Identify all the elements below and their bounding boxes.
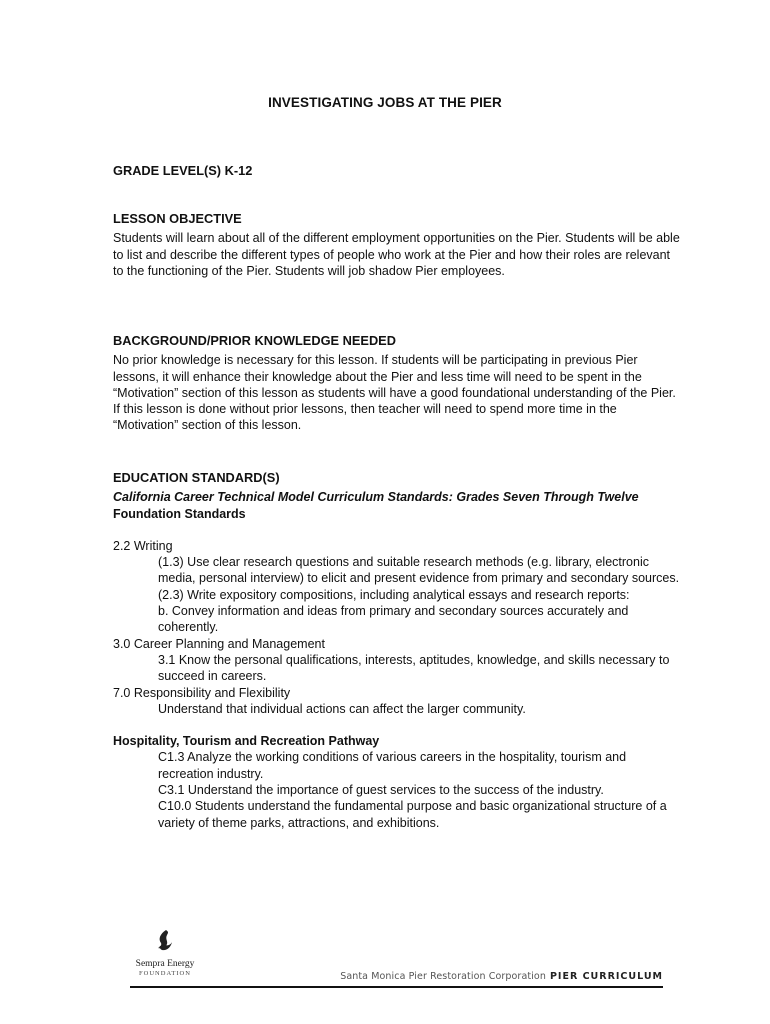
responsibility-label: 7.0 Responsibility and Flexibility — [113, 685, 291, 700]
hospitality-item: C3.1 Understand the importance of guest services to the success of the industry. — [158, 783, 604, 798]
writing-item: (2.3) Write expository compositions, including analytical essays and research reports: — [158, 587, 630, 602]
writing-item: (1.3) Use clear research questions and suitable research methods (e.g. library, electronic media, personal interview) to elicit and present evidence from primary and secondary sources. — [158, 555, 680, 586]
footer-text — [340, 971, 663, 982]
logo-brand: Sempra Energy — [135, 959, 195, 969]
footer-rule — [130, 986, 663, 988]
foundation-standards-label: Foundation Standards — [113, 506, 246, 521]
hospitality-item: C10.0 Students understand the fundamental purpose and basic organizational structure of a variety of theme parks, attractions, and exhibitions. — [158, 799, 667, 830]
hospitality-item: C1.3 Analyze the working conditions of various careers in the hospitality, tourism and recreation industry. — [158, 750, 627, 781]
career-item: 3.1 Know the personal qualifications, interests, aptitudes, knowledge, and skills necessary to succeed in careers. — [158, 652, 670, 684]
lesson-objective-section — [113, 211, 683, 279]
background-text: No prior knowledge is necessary for this lesson. If students will be participating in previous Pier lessons, it will enhance their knowledge about the Pier and less time will need to be spent in the “Motivation” section of this lesson as students will have a good foundational understanding of the Pier. If this lesson is done without prior lessons, then teacher will need to spend more time in the “Motivation” section of this lesson. — [113, 353, 676, 433]
grade-level-section — [113, 163, 683, 182]
background-section — [113, 333, 683, 434]
logo-subtitle: FOUNDATION — [139, 970, 191, 977]
writing-label: 2.2 Writing — [113, 538, 173, 553]
standards-section — [113, 470, 683, 831]
hospitality-heading: Hospitality, Tourism and Recreation Pathway — [113, 734, 380, 749]
standards-subtitle: California Career Technical Model Curriculum Standards: Grades Seven Through Twelve — [113, 490, 639, 505]
background-heading: BACKGROUND/PRIOR KNOWLEDGE NEEDED — [113, 333, 396, 348]
footer-org: Santa Monica Pier Restoration Corporation — [340, 971, 546, 982]
sempra-energy-logo — [130, 928, 200, 977]
lesson-objective-text: Students will learn about all of the different employment opportunities on the Pier. Students will be able to list and describe the different types of people who work at the Pier and how their roles are relevant to the functioning of the Pier. Students will job shadow Pier employees. — [113, 231, 680, 278]
document-title: INVESTIGATING JOBS AT THE PIER — [268, 95, 502, 110]
responsibility-item: Understand that individual actions can affect the larger community. — [158, 701, 526, 716]
lesson-objective-heading: LESSON OBJECTIVE — [113, 211, 242, 226]
standards-heading: EDUCATION STANDARD(S) — [113, 470, 280, 485]
sempra-flame-icon — [152, 928, 178, 954]
footer-curriculum: PIER CURRICULUM — [549, 971, 663, 982]
grade-level-heading: GRADE LEVEL(S) K-12 — [113, 163, 253, 178]
career-label: 3.0 Career Planning and Management — [113, 636, 325, 651]
writing-item: b. Convey information and ideas from primary and secondary sources accurately and coherently. — [158, 604, 629, 635]
